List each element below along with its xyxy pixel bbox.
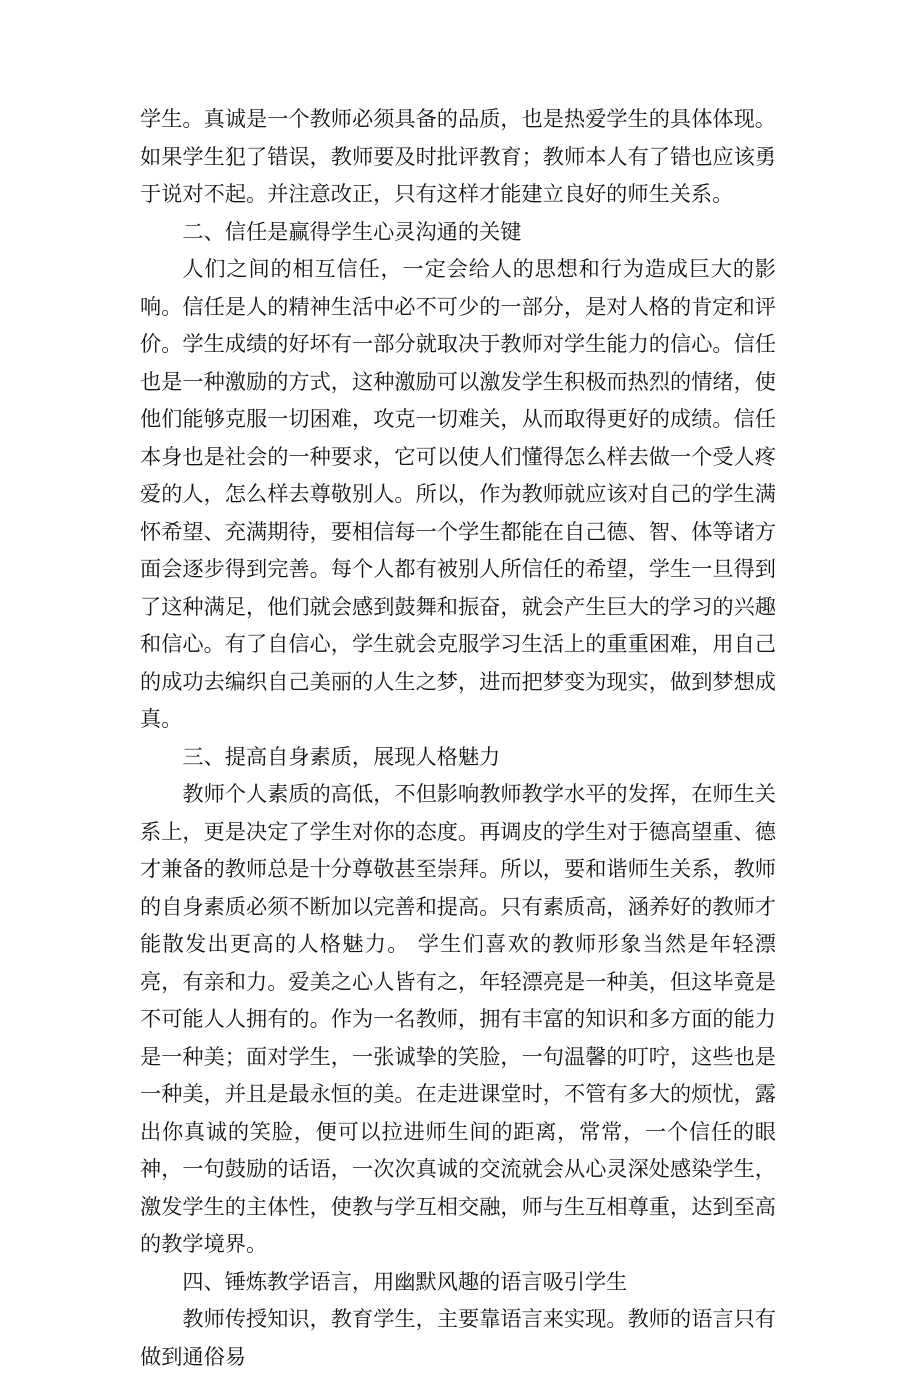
paragraph-language: 教师传授知识，教育学生，主要靠语言来实现。教师的语言只有做到通俗易 bbox=[140, 1306, 776, 1369]
section-heading-4: 四、锤炼教学语言，用幽默风趣的语言吸引学生 bbox=[182, 1268, 628, 1294]
paragraph-continuation: 学生。真诚是一个教师必须具备的品质，也是热爱学生的具体体现。如果学生犯了错误，教师要及时批评教育；教师本人有了错也应该勇于说对不起。并注意改正，只有这样才能建立良好的师生关系。 bbox=[140, 106, 776, 206]
section-heading-3: 三、提高自身素质，展现人格魅力 bbox=[182, 743, 501, 769]
paragraph-trust: 人们之间的相互信任，一定会给人的思想和行为造成巨大的影响。信任是人的精神生活中必不可少的一部分，是对人格的肯定和评价。学生成绩的好坏有一部分就取决于教师对学生能力的信心。信任也是一种激励的方式，这种激励可以激发学生积极而热烈的情绪，使他们能够克服一切困难，攻克一切难关，从而取得更好的成绩。信任本身也是社会的一种要求，它可以使人们懂得怎么样去做一个受人疼爱的人，怎么样去尊敬别人。所以，作为教师就应该对自己的学生满怀希望、充满期待，要相信每一个学生都能在自己德、智、体等诸方面会逐步得到完善。每个人都有被别人所信任的希望，学生一旦得到了这种满足，他们就会感到鼓舞和振奋，就会产生巨大的学习的兴趣和信心。有了自信心，学生就会克服学习生活上的重重困难，用自己的成功去编织自己美丽的人生之梦，进而把梦变为现实，做到梦想成真。 bbox=[140, 256, 776, 731]
section-heading-2: 二、信任是赢得学生心灵沟通的关键 bbox=[182, 218, 522, 244]
paragraph-quality: 教师个人素质的高低，不但影响教师教学水平的发挥，在师生关系上，更是决定了学生对你的态度。再调皮的学生对于德高望重、德才兼备的教师总是十分尊敬甚至崇拜。所以，要和谐师生关系，教师的自身素质必须不断加以完善和提高。只有素质高，涵养好的教师才能散发出更高的人格魅力。 学生们喜欢的教师形象当然是年轻漂亮，有亲和力。爱美之心人皆有之，年轻漂亮是一种美，但这毕竟是不可能人人拥有的。作为一名教师，拥有丰富的知识和多方面的能力是一种美；面对学生，一张诚挚的笑脸，一句温馨的叮咛，这些也是一种美，并且是最永恒的美。在走进课堂时，不管有多大的烦忧，露出你真诚的笑脸，便可以拉进师生间的距离，常常，一个信任的眼神，一句鼓励的话语，一次次真诚的交流就会从心灵深处感染学生，激发学生的主体性，使教与学互相交融，师与生互相尊重，达到至高的教学境界。 bbox=[140, 781, 776, 1256]
document-page bbox=[140, 100, 776, 1375]
